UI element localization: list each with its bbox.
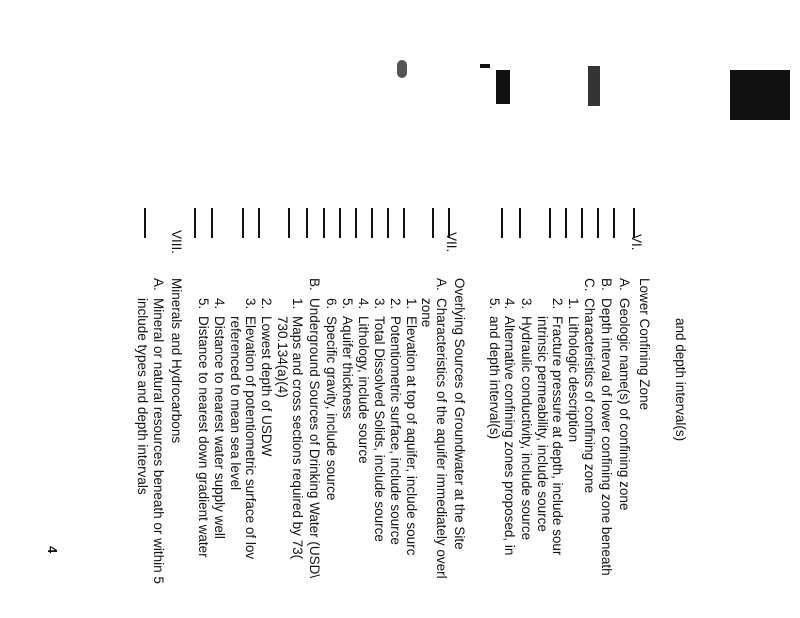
item-text: Lithologic description bbox=[566, 316, 581, 443]
item-text: Characteristics of the aquifer immediately overl bbox=[434, 298, 449, 579]
answer-line bbox=[288, 208, 290, 238]
item-label: 6. bbox=[324, 298, 339, 310]
item-text: include types and depth intervals bbox=[135, 298, 150, 495]
section-numeral: VII. bbox=[444, 232, 459, 253]
item-text: Elevation at top of aquifer, include sourc bbox=[404, 316, 419, 556]
item-text: Mineral or natural resources beneath or within 5 bbox=[151, 298, 166, 584]
answer-line bbox=[581, 208, 583, 238]
answer-line bbox=[432, 208, 434, 238]
item-text: Hydraulic conductivity, include source bbox=[519, 316, 534, 541]
scan-artifact bbox=[730, 70, 790, 120]
scan-artifact bbox=[480, 64, 490, 68]
item-label: A. bbox=[617, 278, 632, 291]
item-label: 4. bbox=[356, 298, 371, 310]
item-label: 3. bbox=[372, 298, 387, 310]
item-label: 3. bbox=[519, 298, 534, 310]
item-label: 5. bbox=[487, 298, 502, 310]
item-text: Lowest depth of USDW bbox=[259, 316, 274, 457]
answer-line bbox=[144, 208, 146, 238]
item-label: A. bbox=[434, 278, 449, 291]
section-numeral: VI. bbox=[629, 234, 644, 251]
answer-line bbox=[258, 208, 260, 238]
answer-line bbox=[355, 208, 357, 238]
item-text: Total Dissolved Solids, include source bbox=[372, 316, 387, 542]
item-label: 1. bbox=[290, 298, 305, 310]
item-text: Specific gravity, include source bbox=[324, 316, 339, 501]
section-title: Lower Confining Zone bbox=[637, 278, 652, 411]
answer-line bbox=[387, 208, 389, 238]
item-label: A. bbox=[151, 278, 166, 291]
item-text: Characteristics of confining zone bbox=[582, 298, 597, 494]
page-number: 4 bbox=[45, 546, 60, 554]
answer-line bbox=[371, 208, 373, 238]
item-label: 5. bbox=[196, 298, 211, 310]
item-label: 2. bbox=[259, 298, 274, 310]
section-title: Minerals and Hydrocarbons bbox=[169, 278, 184, 444]
scan-artifact bbox=[588, 66, 600, 106]
item-label: C. bbox=[582, 278, 597, 292]
section-title: Overlying Sources of Groundwater at the Site bbox=[452, 278, 467, 550]
item-text: Depth interval of lower confining zone beneath bbox=[599, 298, 614, 576]
item-text: Alternative confining zones proposed, in bbox=[502, 316, 517, 556]
item-label: 5. bbox=[340, 298, 355, 310]
answer-line bbox=[339, 208, 341, 238]
item-text: intrinsic permeability, include source bbox=[535, 316, 550, 532]
item-label: 1. bbox=[404, 298, 419, 310]
item-text: Aquifer thickness bbox=[340, 316, 355, 419]
answer-line bbox=[613, 208, 615, 238]
section-numeral: VIII. bbox=[169, 230, 184, 255]
answer-line bbox=[306, 208, 308, 238]
answer-line bbox=[323, 208, 325, 238]
answer-line bbox=[565, 208, 567, 238]
item-text: and depth interval(s) bbox=[487, 316, 502, 440]
item-text: referenced to mean sea level bbox=[228, 316, 243, 491]
scan-artifact bbox=[397, 60, 407, 78]
item-text: zone bbox=[419, 298, 434, 328]
item-text: Geologic name(s) of confining zone bbox=[617, 298, 632, 511]
item-text: Elevation of potentiometric surface of lov bbox=[243, 316, 258, 560]
answer-line bbox=[242, 208, 244, 238]
item-text: 730.134(a)(4) bbox=[275, 316, 290, 398]
answer-line bbox=[211, 208, 213, 238]
answer-line bbox=[597, 208, 599, 238]
item-text: Lithology, include source bbox=[356, 316, 371, 464]
item-label: 4. bbox=[502, 298, 517, 310]
answer-line bbox=[549, 208, 551, 238]
answer-line bbox=[403, 208, 405, 238]
answer-line bbox=[519, 208, 521, 238]
item-text: Underground Sources of Drinking Water (USD\ bbox=[307, 298, 322, 579]
item-label: 2. bbox=[388, 298, 403, 310]
item-text: Potentiometric surface, include source bbox=[388, 316, 403, 545]
item-text: Distance to nearest water supply well bbox=[212, 316, 227, 539]
continuation-line: and depth interval(s) bbox=[673, 318, 688, 442]
item-label: 1. bbox=[566, 298, 581, 310]
answer-line bbox=[501, 208, 503, 238]
item-label: 4. bbox=[212, 298, 227, 310]
scan-artifact bbox=[496, 70, 510, 104]
item-text: Fracture pressure at depth, include sour bbox=[550, 316, 565, 556]
item-text: Distance to nearest down gradient water bbox=[196, 316, 211, 558]
item-label: 3. bbox=[243, 298, 258, 310]
answer-line bbox=[194, 208, 196, 238]
item-text: Maps and cross sections required by 73( bbox=[290, 316, 305, 560]
item-label: B. bbox=[307, 278, 322, 291]
item-label: 2. bbox=[550, 298, 565, 310]
item-label: B. bbox=[599, 278, 614, 291]
